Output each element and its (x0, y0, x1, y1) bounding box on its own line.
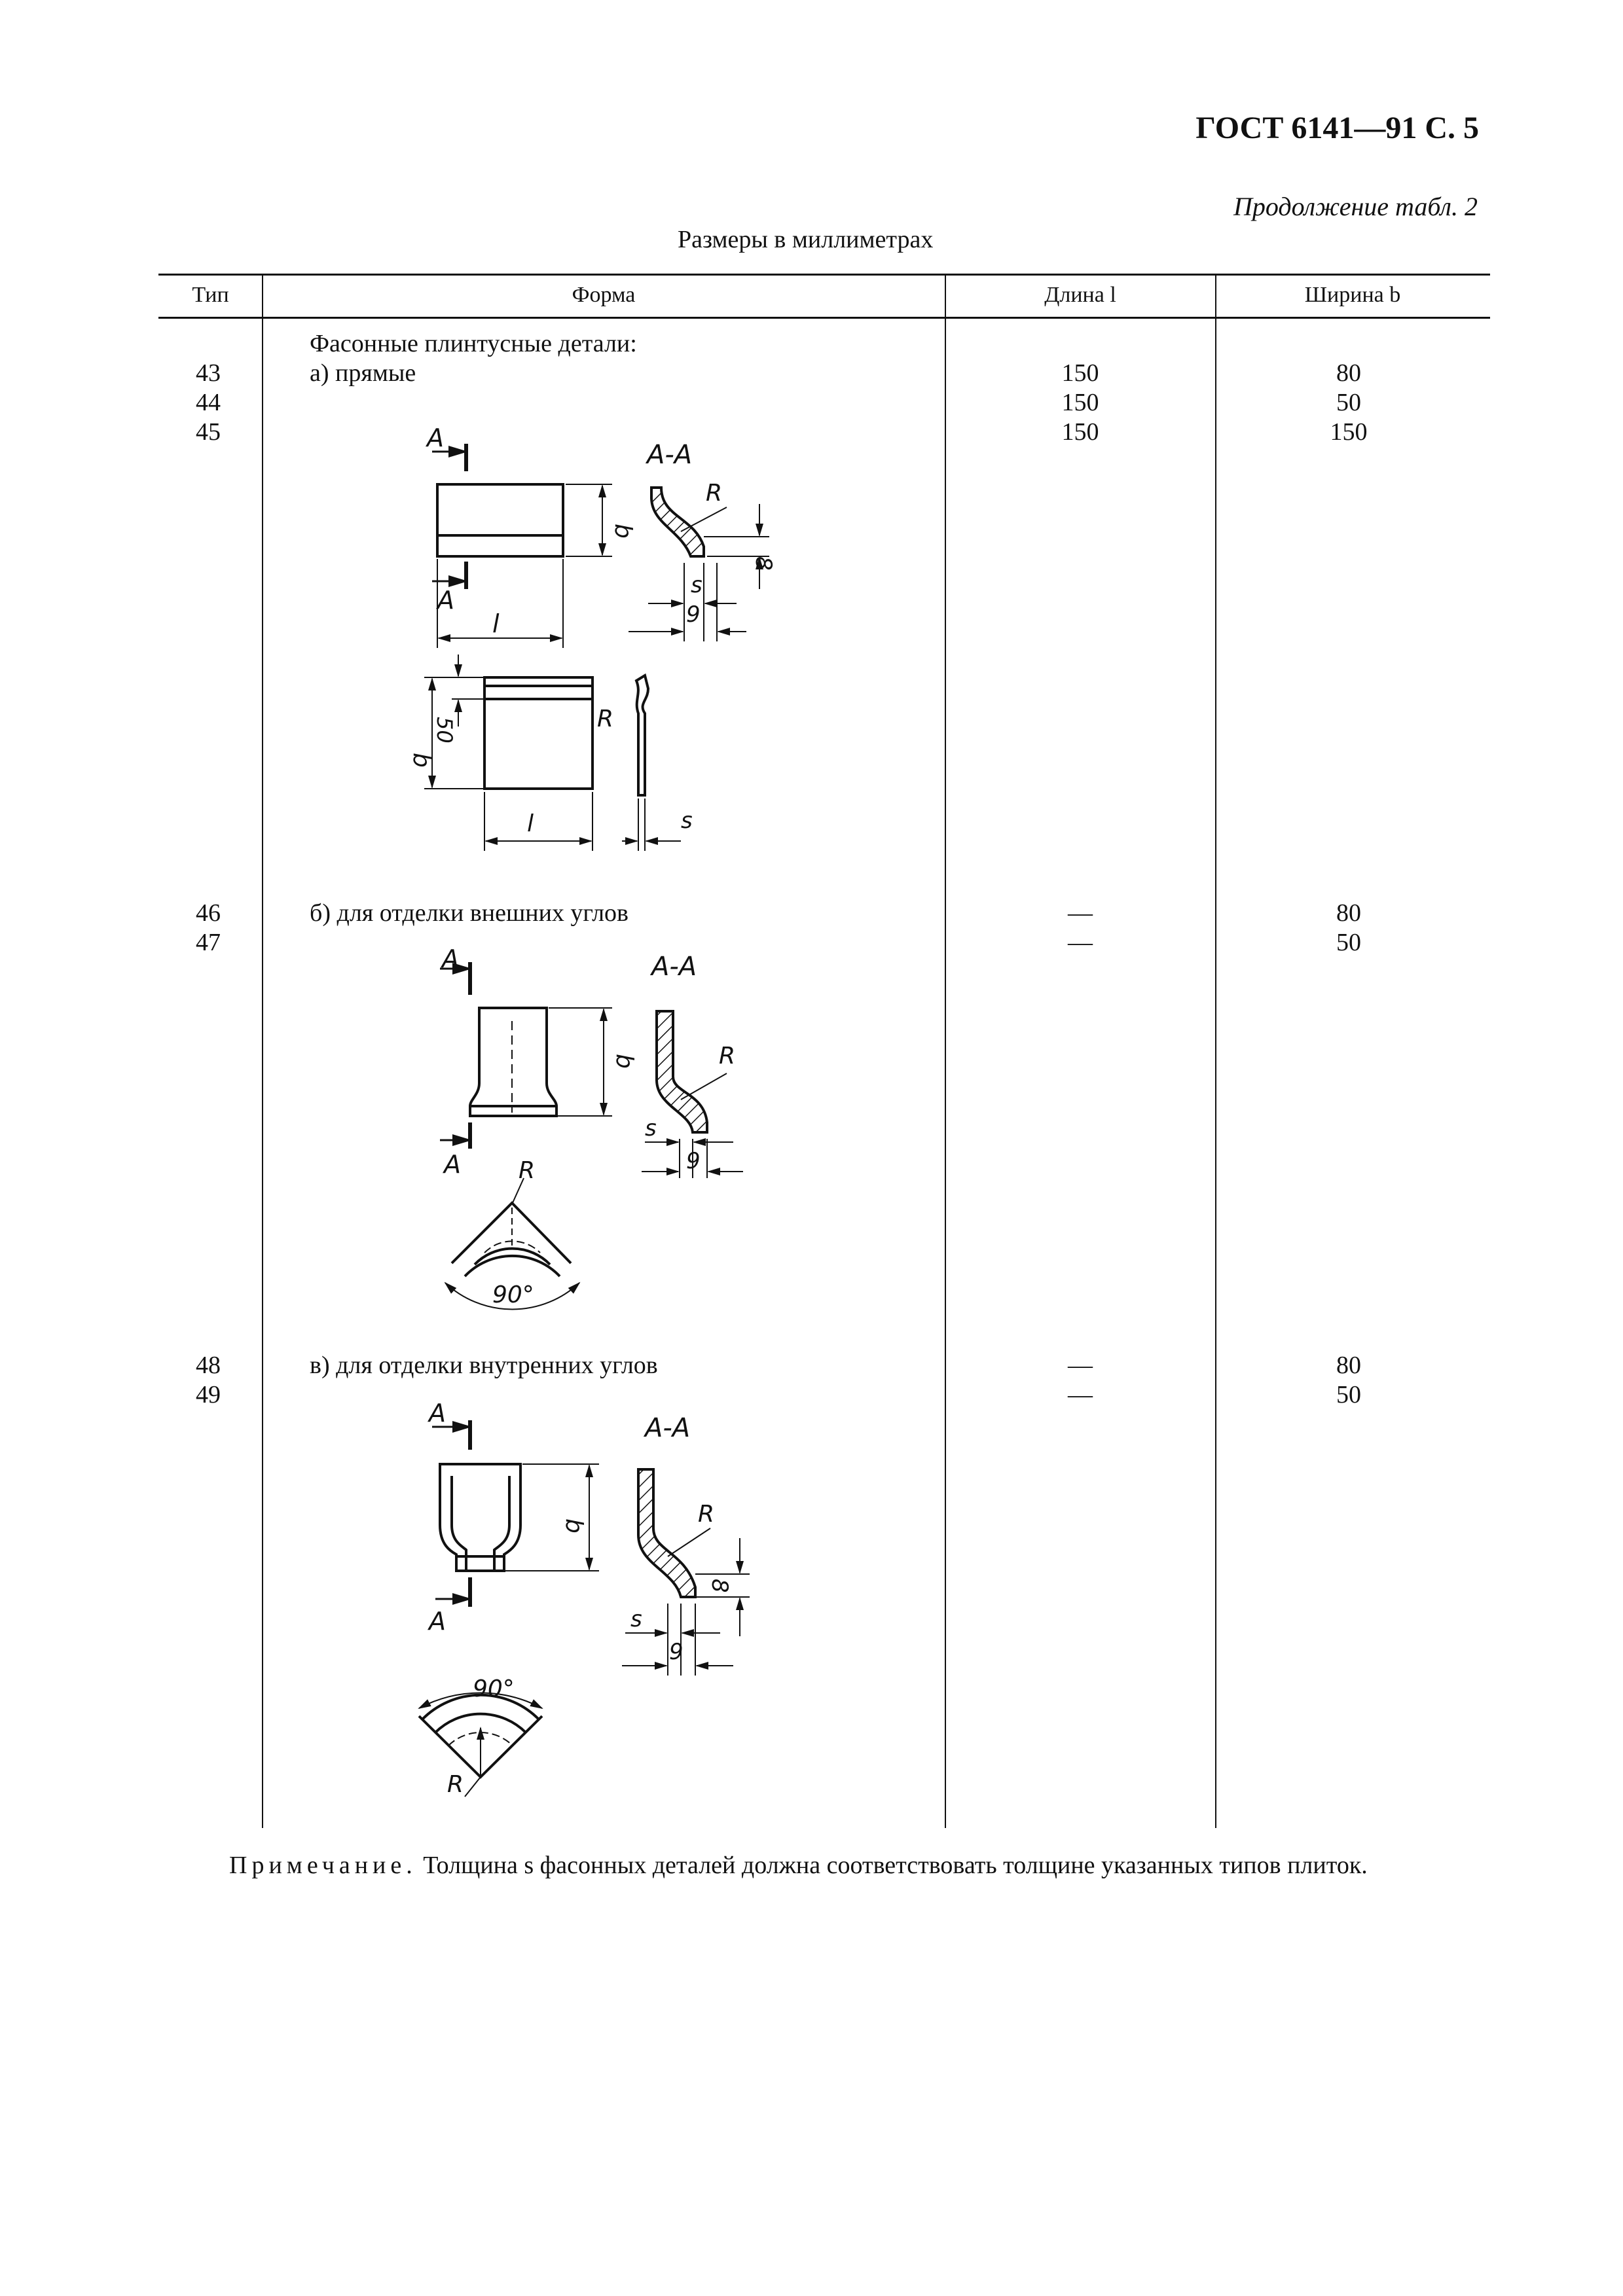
label-9-a: 9 (686, 601, 701, 628)
width-49: 50 (1336, 1381, 1361, 1408)
section-a-label: а) прямые (310, 359, 416, 387)
drawing-internal-front (432, 1420, 599, 1607)
type-43: 43 (196, 359, 221, 387)
length-46: — (1068, 899, 1093, 927)
drawing-straight-tall (424, 655, 681, 851)
label-9-c: 9 (669, 1639, 684, 1665)
length-44: 150 (1061, 389, 1099, 416)
label-50: 50 (432, 717, 457, 744)
label-s-c: s (630, 1606, 642, 1632)
length-45: 150 (1061, 418, 1099, 446)
label-l-a: l (492, 609, 500, 638)
label-s-a1: s (691, 572, 702, 598)
table-note (229, 1851, 1368, 1880)
type-44: 44 (196, 389, 221, 416)
column-header-length: Длина l (1044, 283, 1116, 307)
section-mark-b-top: A (442, 944, 459, 973)
section-b-label: б) для отделки внешних углов (310, 899, 629, 927)
section-c-label: в) для отделки внутренних углов (310, 1352, 658, 1379)
section-title-a: A-A (647, 440, 693, 470)
note-text: Толщина s фасонных деталей должна соответствовать толщине указанных типов плиток. (416, 1852, 1368, 1879)
label-b-c: b (560, 1518, 587, 1534)
label-r-c2: R (447, 1771, 464, 1798)
section-title-b: A-A (651, 952, 697, 982)
label-r-b2: R (519, 1157, 536, 1184)
type-46: 46 (196, 899, 221, 927)
section-mark-b-bottom: A (444, 1150, 461, 1179)
length-43: 150 (1061, 359, 1099, 387)
drawing-straight-front (432, 444, 612, 648)
label-r-b1: R (719, 1043, 736, 1069)
section-mark-c-bottom: A (429, 1607, 446, 1636)
group-title: Фасонные плинтусные детали: (310, 330, 637, 357)
drawing-external-front (440, 962, 612, 1149)
label-9-b: 9 (686, 1148, 701, 1174)
label-90-b: 90° (492, 1282, 534, 1308)
type-47: 47 (196, 929, 221, 956)
width-46: 80 (1336, 899, 1361, 927)
length-47: — (1068, 929, 1093, 956)
label-s-b: s (645, 1115, 657, 1141)
label-90-c: 90° (473, 1676, 515, 1702)
label-r-c1: R (698, 1501, 715, 1528)
length-49: — (1068, 1381, 1093, 1408)
width-44: 50 (1336, 389, 1361, 416)
column-header-type: Тип (192, 283, 229, 307)
label-b-a2: b (408, 753, 435, 768)
table-continuation: Продолжение табл. 2 (1233, 192, 1478, 221)
drawing-internal-plan (419, 1693, 542, 1797)
width-43: 80 (1336, 359, 1361, 387)
drawing-internal-profile (622, 1469, 750, 1676)
type-49: 49 (196, 1381, 221, 1408)
note-prefix: Примечание. (229, 1852, 417, 1879)
label-8-c: 8 (706, 1579, 733, 1593)
label-b-b: b (611, 1054, 638, 1069)
units-caption: Размеры в миллиметрах (678, 226, 934, 253)
section-mark-a-top: A (427, 423, 444, 452)
type-45: 45 (196, 418, 221, 446)
column-header-form: Форма (572, 283, 636, 307)
label-8-a: 8 (750, 556, 776, 571)
label-b-a: b (610, 524, 636, 539)
section-title-c: A-A (645, 1413, 691, 1443)
label-l-a2: l (527, 810, 534, 837)
width-48: 80 (1336, 1352, 1361, 1379)
width-45: 150 (1330, 418, 1368, 446)
label-s-a2: s (681, 808, 693, 834)
column-header-width: Ширина b (1304, 283, 1401, 307)
label-r-a2: R (597, 706, 614, 732)
section-mark-c-top: A (429, 1399, 446, 1427)
width-47: 50 (1336, 929, 1361, 956)
type-48: 48 (196, 1352, 221, 1379)
section-mark-a-bottom: A (437, 586, 454, 615)
length-48: — (1068, 1352, 1093, 1379)
document-code: ГОСТ 6141—91 С. 5 (1195, 111, 1479, 145)
label-r-a1: R (706, 480, 723, 507)
